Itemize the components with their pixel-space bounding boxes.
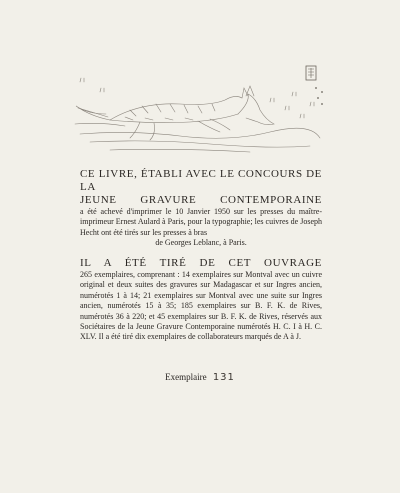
fox-engraving	[70, 62, 330, 160]
colophon-heading-line1: CE LIVRE, ÉTABLI AVEC LE CONCOURS DE LA	[80, 168, 322, 193]
colophon-body: a été achevé d'imprimer le 10 Janvier 1950 sur les presses du maître-imprimeur Ernest Aulard à Paris, pour la typographie; les cuivres de Joseph Hecht ont été tirés sur les presses à bras	[80, 207, 322, 237]
edition-heading: IL A ÉTÉ TIRÉ DE CET OUVRAGE	[80, 257, 322, 269]
exemplaire-number: 131	[212, 372, 235, 383]
fox-etching-illustration	[70, 62, 330, 160]
colophon-body-last: de Georges Leblanc, à Paris.	[155, 238, 247, 248]
colophon-heading-line2: JEUNE GRAVURE CONTEMPORAINE	[80, 194, 322, 206]
edition-section	[80, 257, 322, 343]
exemplaire-line	[0, 372, 400, 383]
colophon-section	[80, 168, 322, 249]
edition-body: 265 exemplaires, comprenant : 14 exemplaires sur Montval avec un cuivre original et deux suites des gravures sur Madagascar et sur Ingres ancien, numérotés 1 à 14; 21 exemplaires sur Montval avec une suite sur Ingres ancien, numérotés 15 à 35; 185 exemplaires sur B. F. K. de Rives, numérotés 36 à 220; et 45 exemplaires sur B. F. K. de Rives, réservés aux Sociétaires de la Jeune Gravure Contemporaine numérotés H. C. I à H. C. XLV. Il a été tiré dix exemplaires de collaborateurs marqués de A à J.	[80, 270, 322, 342]
exemplaire-label: Exemplaire	[165, 372, 207, 382]
